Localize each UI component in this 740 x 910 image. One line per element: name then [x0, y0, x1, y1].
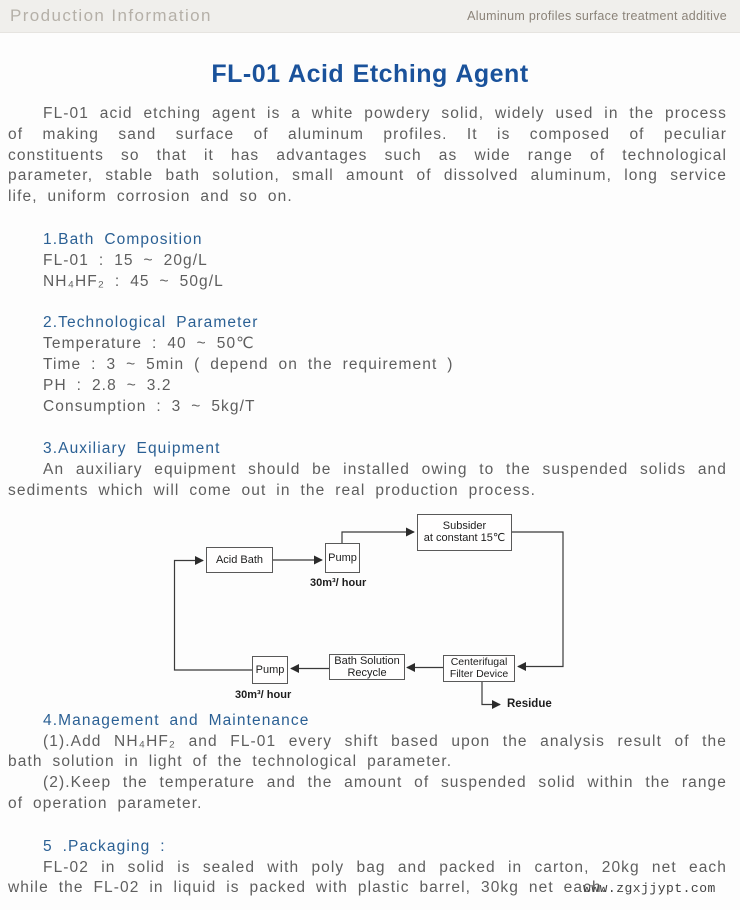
section-management — [0, 711, 740, 815]
packaging-paragraph: FL-02 in solid is sealed with poly bag and packed in carton, 20kg net each while the FL-02 in liquid is packed with plastic barrel, 30kg net each. — [8, 858, 727, 897]
heading-bath-composition: 1.Bath Composition — [43, 230, 203, 248]
diagram-box-label: Acid Bath — [215, 553, 264, 566]
diagram-box-label: at constant 15℃ — [423, 532, 506, 545]
bath-composition-line-fl01: FL-01 : 15 ~ 20g/L — [43, 251, 208, 269]
residue-label: Residue — [507, 697, 552, 710]
arrow-subsider-to-filter — [511, 532, 563, 667]
section-auxiliary-equipment — [0, 439, 740, 501]
diagram-box-label: Recycle — [347, 666, 387, 679]
diagram-box-label: Filter Device — [449, 668, 509, 681]
diagram-box-label: Centerifugal — [450, 656, 508, 669]
diagram-box-subsider — [417, 514, 512, 551]
flow-rate-label-bottom: 30m³/ hour — [235, 688, 292, 701]
diagram-connectors — [0, 505, 740, 711]
diagram-box-label: Pump — [255, 663, 285, 676]
heading-auxiliary-equipment: 3.Auxiliary Equipment — [43, 440, 221, 458]
parameter-line-consumption: Consumption : 3 ~ 5kg/T — [43, 397, 256, 415]
flow-diagram — [0, 505, 740, 711]
management-paragraph-2: (2).Keep the temperature and the amount of suspended solid within the range of operation parameter. — [8, 774, 727, 812]
parameter-line-ph: PH : 2.8 ~ 3.2 — [43, 376, 172, 394]
flow-rate-label-top: 30m³/ hour — [310, 576, 367, 589]
page-title: FL-01 Acid Etching Agent — [211, 60, 529, 88]
parameter-line-temperature: Temperature : 40 ~ 50℃ — [43, 335, 255, 353]
arrow-pump-to-acidbath — [175, 560, 253, 670]
diagram-box-centrifugal-filter — [443, 655, 515, 682]
diagram-box-label: Pump — [328, 551, 357, 564]
section-bath-composition — [0, 230, 740, 292]
bath-composition-line-nh4hf2: NH₄HF₂ : 45 ~ 50g/L — [43, 272, 224, 290]
arrow-filter-to-residue — [482, 682, 500, 705]
arrow-pump-to-subsider — [342, 532, 414, 543]
management-paragraph-1: (1).Add NH₄HF₂ and FL-01 every shift based upon the analysis result of the bath solution in light of the technological parameter. — [8, 732, 727, 771]
heading-packaging: 5 .Packaging : — [43, 837, 166, 855]
auxiliary-equipment-paragraph: An auxiliary equipment should be installed owing to the suspended solids and sediments which will come out in the real production process. — [8, 461, 727, 499]
diagram-box-label: Bath Solution — [334, 654, 400, 667]
heading-management: 4.Management and Maintenance — [43, 711, 310, 729]
header-bar — [0, 0, 740, 33]
header-left-title: Production Information — [10, 5, 212, 25]
diagram-box-label: Subsider — [442, 520, 487, 533]
diagram-box-bath-solution-recycle — [329, 654, 405, 680]
parameter-line-time: Time : 3 ~ 5min ( depend on the requirement ) — [43, 355, 454, 373]
diagram-box-pump-bottom — [252, 656, 288, 684]
intro-paragraph: FL-01 acid etching agent is a white powdery solid, widely used in the process of making sand surface of aluminum profiles. It is composed of peculiar constituents so that it has advantages such as wide range of technological parameter, stable bath solution, small amount of dissolved aluminum, long service life, uniform corrosion and so on. — [8, 105, 727, 206]
diagram-box-pump-top — [325, 543, 360, 573]
watermark: www.zgxjjypt.com — [583, 881, 716, 896]
diagram-box-acid-bath — [206, 547, 273, 573]
header-right-subtitle: Aluminum profiles surface treatment additive — [467, 8, 727, 23]
heading-technological-parameter: 2.Technological Parameter — [43, 314, 259, 332]
section-technological-parameter — [0, 313, 740, 417]
